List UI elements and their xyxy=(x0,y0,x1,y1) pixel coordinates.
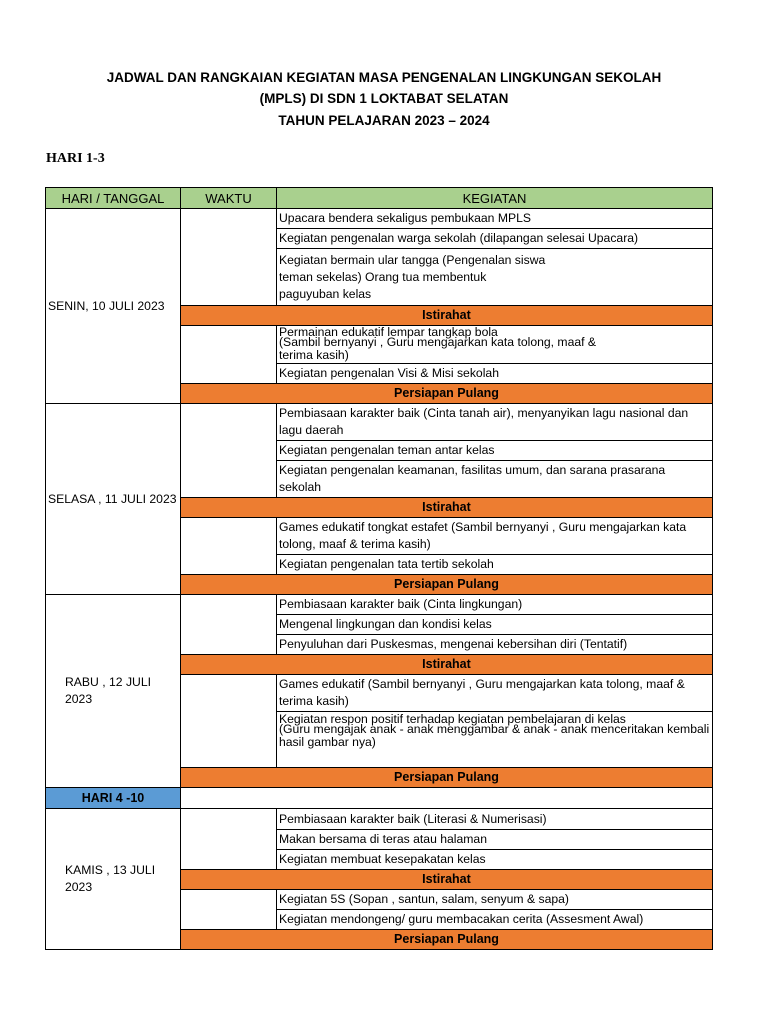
table-row xyxy=(46,209,713,229)
doc-title-line3: TAHUN PELAJARAN 2023 – 2024 xyxy=(278,113,490,128)
header-row xyxy=(46,188,713,209)
day-kamis: KAMIS , 13 JULI 2023 xyxy=(46,809,181,950)
schedule-table xyxy=(45,187,713,950)
day-selasa: SELASA , 11 JULI 2023 xyxy=(46,404,181,595)
home-label: Persiapan Pulang xyxy=(181,575,713,595)
doc-title-line1: JADWAL DAN RANGKAIAN KEGIATAN MASA PENGENALAN LINGKUNGAN SEKOLAH xyxy=(106,70,662,85)
header-activity: KEGIATAN xyxy=(277,188,713,209)
overlap-text-b: (Sambil bernyanyi , Guru mengajarkan kata tolong, maaf & terima kasih) xyxy=(279,335,597,362)
activity-cell: Kegiatan mendongeng/ guru membacakan cerita (Assesment Awal) xyxy=(277,910,713,930)
activity-cell: Mengenal lingkungan dan kondisi kelas xyxy=(277,615,713,635)
activity-cell: Pembiasaan karakter baik (Literasi & Numerisasi) xyxy=(277,809,713,830)
header-day: HARI / TANGGAL xyxy=(46,188,181,209)
time-cell xyxy=(181,595,277,655)
activity-cell: Kegiatan bermain ular tangga (Pengenalan siswa teman sekelas) Orang tua membentuk paguyuban kelas xyxy=(277,249,713,306)
activity-cell-overlap xyxy=(277,326,713,364)
time-cell xyxy=(181,209,277,306)
home-label: Persiapan Pulang xyxy=(181,930,713,950)
time-cell xyxy=(181,675,277,768)
activity-cell: Kegiatan pengenalan tata tertib sekolah xyxy=(277,555,713,575)
overlap-text-a: Permainan edukatif lempar tangkap bola xyxy=(279,325,498,339)
time-cell xyxy=(181,518,277,575)
activity-cell: Makan bersama di teras atau halaman xyxy=(277,830,713,850)
break-label: Istirahat xyxy=(181,655,713,675)
section-row-empty xyxy=(181,788,713,809)
activity-cell-overlap xyxy=(277,712,713,768)
activity-cell: Penyuluhan dari Puskesmas, mengenai kebersihan diri (Tentatif) xyxy=(277,635,713,655)
doc-title-line2: (MPLS) DI SDN 1 LOKTABAT SELATAN xyxy=(259,91,509,106)
activity-cell: Kegiatan pengenalan teman antar kelas xyxy=(277,441,713,461)
activity-cell: Pembiasaan karakter baik (Cinta lingkungan) xyxy=(277,595,713,615)
home-label: Persiapan Pulang xyxy=(181,384,713,404)
activity-cell: Games edukatif tongkat estafet (Sambil bernyanyi , Guru mengajarkan kata tolong, maaf & terima kasih) xyxy=(277,518,713,555)
activity-cell: Kegiatan 5S (Sopan , santun, salam, senyum & sapa) xyxy=(277,890,713,910)
activity-cell: Kegiatan membuat kesepakatan kelas xyxy=(277,850,713,870)
overlap-text-b: (Guru mengajak anak - anak menggambar & anak - anak menceritakan kembali hasil gambar nya) xyxy=(279,722,710,749)
home-label: Persiapan Pulang xyxy=(181,768,713,788)
time-cell xyxy=(181,809,277,870)
activity-cell: Kegiatan pengenalan keamanan, fasilitas umum, dan sarana prasarana sekolah xyxy=(277,461,713,498)
activity-cell: Kegiatan pengenalan warga sekolah (dilapangan selesai Upacara) xyxy=(277,229,713,249)
section-row xyxy=(46,788,713,809)
day-senin: SENIN, 10 JULI 2023 xyxy=(46,209,181,404)
activity-cell: Upacara bendera sekaligus pembukaan MPLS xyxy=(277,209,713,229)
day-rabu: RABU , 12 JULI 2023 xyxy=(46,595,181,788)
time-cell xyxy=(181,890,277,930)
table-row xyxy=(46,809,713,830)
table-row xyxy=(46,404,713,441)
table-row xyxy=(46,595,713,615)
section-heading-hari-4-10: HARI 4 -10 xyxy=(46,788,181,809)
overlap-text-a: Kegiatan respon positif terhadap kegiatan pembelajaran di kelas xyxy=(279,712,626,726)
time-cell xyxy=(181,404,277,498)
activity-cell: Pembiasaan karakter baik (Cinta tanah air), menyanyikan lagu nasional dan lagu daerah xyxy=(277,404,713,441)
time-cell xyxy=(181,326,277,384)
activity-cell: Games edukatif (Sambil bernyanyi , Guru mengajarkan kata tolong, maaf & terima kasih) xyxy=(277,675,713,712)
section-heading-hari-1-3: HARI 1-3 xyxy=(46,151,105,166)
break-label: Istirahat xyxy=(181,498,713,518)
break-label: Istirahat xyxy=(181,306,713,326)
header-time: WAKTU xyxy=(181,188,277,209)
activity-cell: Kegiatan pengenalan Visi & Misi sekolah xyxy=(277,364,713,384)
break-label: Istirahat xyxy=(181,870,713,890)
